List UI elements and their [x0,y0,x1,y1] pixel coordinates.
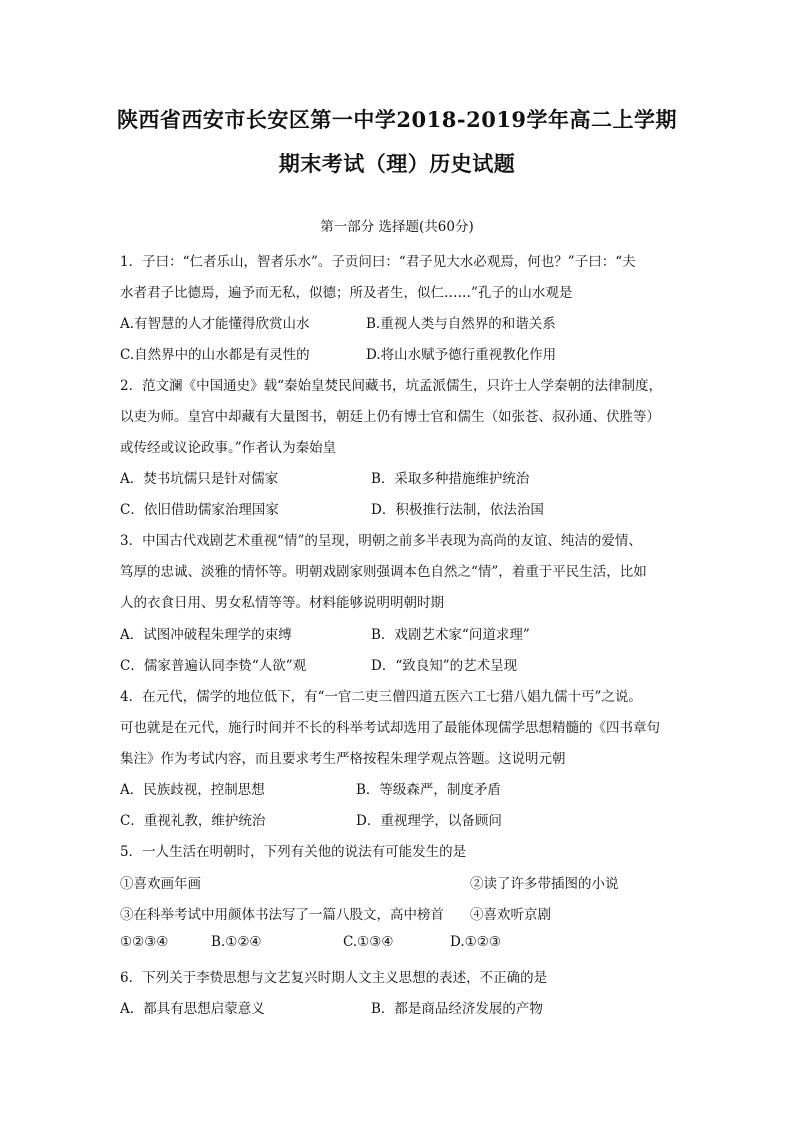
q6-stem: 6．下列关于李贽思想与文艺复兴时期人文主义思想的表述，不正确的是 [120,970,548,986]
q4-stem-line3: 集注》作为考试内容，而且要求考生严格按程朱理学观点答题。这说明元朝 [120,751,566,767]
q6-option-b: B．都是商品经济发展的产物 [371,1001,543,1017]
q2-option-a: A．焚书坑儒只是针对儒家 [120,471,279,487]
section-heading: 第一部分 选择题(共60分) [320,219,474,235]
q2-option-b: B．采取多种措施维护统治 [371,471,530,487]
q5-option-c: C.①③④ [343,934,394,950]
q3-option-b: B．戏剧艺术家“问道求理” [371,627,530,643]
q4-option-a: A．民族歧视，控制思想 [120,782,265,798]
q1-stem-line1: 1．子曰：“仁者乐山，智者乐水”。子贡问曰：“君子见大水必观焉，何也？”子曰：“夫 [120,254,636,270]
q5-item-1: ①喜欢画年画 [120,876,201,892]
q3-option-c: C．儒家普遍认同李贽“人欲”观 [120,658,307,674]
q2-option-c: C．依旧借助儒家治理国家 [120,502,279,518]
q5-stem: 5．一人生活在明朝时，下列有关他的说法有可能发生的是 [120,844,467,860]
q3-option-d: D．“致良知”的艺术呈现 [371,658,518,674]
q1-option-b: B.重视人类与自然界的和谐关系 [366,316,556,332]
q5-option-a: ①②③④ [120,934,169,950]
q1-stem-line2: 水者君子比德焉，遍予而无私，似德；所及者生，似仁……”孔子的山水观是 [120,285,573,301]
q1-option-a: A.有智慧的人才能懂得欣赏山水 [120,316,310,332]
q4-stem-line2: 可也就是在元代，施行时间并不长的科举考试却选用了最能体现儒学思想精髓的《四书章句 [120,720,660,736]
q3-option-a: A．试图冲破程朱理学的束缚 [120,627,292,643]
q4-option-d: D．重视理学，以备顾问 [356,813,502,829]
q2-option-d: D．积极推行法制，依法治国 [371,502,544,518]
q5-option-b: B.①②④ [211,934,262,950]
document-title-line1: 陕西省西安市长安区第一中学2018-2019学年高二上学期 [116,107,678,132]
q2-stem-line3: 或传经或议论政事。”作者认为秦始皇 [120,440,337,456]
q1-option-c: C.自然界中的山水都是有灵性的 [120,347,310,363]
document-title-line2: 期末考试（理）历史试题 [278,151,516,176]
q4-option-b: B．等级森严，制度矛盾 [356,782,501,798]
q4-stem-line1: 4．在元代，儒学的地位低下，有“一官二吏三僧四道五医六工七猎八娼九儒十丐”之说。 [120,689,642,705]
q3-stem-line1: 3．中国古代戏剧艺术重视“情”的呈现，明朝之前多半表现为高尚的友谊、纯洁的爱情、 [120,533,642,549]
q5-item-2: ②读了许多带插图的小说 [470,876,619,892]
q5-option-d: D.①②③ [450,934,501,950]
q5-item-4: ④喜欢听京剧 [470,907,551,923]
q6-option-a: A．都具有思想启蒙意义 [120,1001,265,1017]
q2-stem-line1: 2．范文澜《中国通史》载“秦始皇焚民间藏书，坑孟派儒生，只许士人学秦朝的法律制度， [120,378,662,394]
q4-option-c: C．重视礼教，维护统治 [120,813,266,829]
q3-stem-line2: 笃厚的忠诚、淡雅的情怀等。明朝戏剧家则强调本色自然之“情”，着重于平民生活，比如 [120,564,647,580]
q1-option-d: D.将山水赋予德行重视教化作用 [366,347,557,363]
q3-stem-line3: 人的衣食日用、男女私情等等。材料能够说明明朝时期 [120,595,444,611]
q5-item-3: ③在科举考试中用颜体书法写了一篇八股文，高中榜首 [120,907,444,923]
q2-stem-line2: 以吏为师。皇宫中却藏有大量图书，朝廷上仍有博士官和儒生（如张苍、叔孙通、伏胜等） [120,409,660,425]
